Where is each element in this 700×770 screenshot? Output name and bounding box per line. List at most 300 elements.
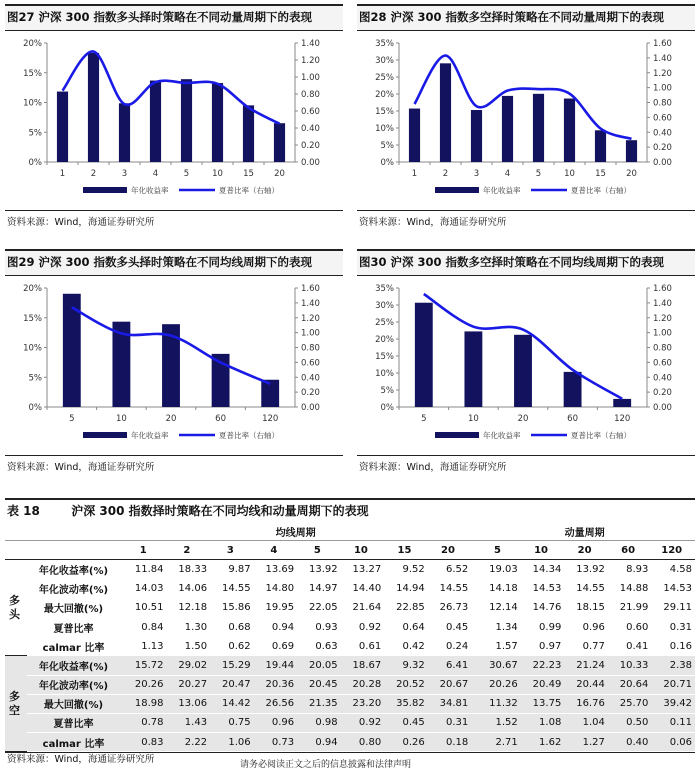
chart3-x-tick-label: 10 [467, 414, 479, 424]
chart3-bar-20 [514, 335, 532, 407]
chart3-y2-tick-label: 0.80 [653, 343, 672, 354]
table-row [5, 656, 695, 675]
divider [357, 455, 695, 456]
table-cell: 0.73 [254, 733, 298, 752]
table-cell: 22.23 [521, 656, 565, 675]
column-header: 60 [608, 541, 652, 560]
table-cell: 1.50 [167, 637, 211, 656]
table-cell: 15.72 [123, 656, 167, 675]
chart2-y2-tick-label: 1.40 [301, 298, 320, 309]
table-cell: 14.03 [123, 579, 167, 598]
table-cell: 10.51 [123, 598, 167, 617]
chart-source: 资料来源：Wind，海通证券研究所 [7, 462, 155, 473]
table-cell: 21.64 [341, 598, 385, 617]
table-cell: 20.05 [297, 656, 341, 675]
table-cell: 20.67 [428, 675, 472, 694]
column-header: 20 [428, 541, 472, 560]
table-cell: 0.63 [297, 637, 341, 656]
table-cell: 0.64 [384, 617, 428, 636]
metric-label: 最大回撤(%) [27, 694, 123, 713]
table-cell: 0.31 [651, 617, 695, 636]
table-cell: 13.27 [341, 560, 385, 579]
column-header: 3 [210, 541, 254, 560]
chart1-y2-tick-label: 0.00 [653, 158, 672, 168]
chart3-legend-bar-label: 年化收益率 [483, 431, 521, 440]
chart1-bar-2 [440, 63, 451, 162]
table-cell: 18.67 [341, 656, 385, 675]
table-cell: 14.97 [297, 579, 341, 598]
chart2-y-tick-label: 0% [28, 403, 42, 413]
table-cell: 14.06 [167, 579, 211, 598]
chart-source: 资料来源：Wind，海通证券研究所 [359, 462, 507, 473]
table-cell: 35.82 [384, 694, 428, 713]
table-cell: 0.83 [123, 733, 167, 752]
chart-panel-fig30 [357, 249, 695, 473]
chart1-y-tick-label: 35% [375, 39, 394, 49]
chart2-y2-tick-label: 0.60 [301, 358, 320, 369]
table-cell: 0.78 [123, 713, 167, 732]
group-label [5, 560, 27, 656]
metric-label: calmar 比率 [27, 637, 123, 656]
table-cell: 26.73 [428, 598, 472, 617]
table-row [5, 579, 695, 598]
chart0-y2-tick-label: 0.20 [301, 141, 320, 151]
chart1-legend-bar-label: 年化收益率 [483, 186, 521, 195]
table-cell: 1.30 [167, 617, 211, 636]
chart3-legend-bar-swatch [435, 432, 479, 438]
table-cell: 13.06 [167, 694, 211, 713]
chart2-y2-tick-label: 0.20 [301, 388, 320, 399]
metric-label: 最大回撤(%) [27, 598, 123, 617]
chart0-x-tick-label: 4 [152, 169, 159, 179]
table-cell: 19.44 [254, 656, 298, 675]
table-cell: 0.40 [608, 733, 652, 752]
table-cell: 1.27 [564, 733, 608, 752]
table-cell: 8.93 [608, 560, 652, 579]
column-header: 5 [297, 541, 341, 560]
group-label-char: 空 [9, 703, 20, 717]
chart-title: 图30 沪深 300 指数多空择时策略在不同均线周期下的表现 [357, 249, 695, 276]
chart0-x-tick-label: 20 [274, 169, 285, 179]
table-cell: 21.24 [564, 656, 608, 675]
chart2-y-tick-label: 10% [23, 343, 42, 354]
table-cell: 9.32 [384, 656, 428, 675]
chart0-legend-bar-swatch [83, 187, 127, 193]
chart0-bar-4 [150, 81, 161, 162]
chart-source: 资料来源：Wind，海通证券研究所 [359, 217, 507, 228]
table-cell: 20.52 [384, 675, 428, 694]
table-cell: 2.71 [477, 733, 521, 752]
table-cell: 0.06 [651, 733, 695, 752]
chart1-y2-tick-label: 0.60 [653, 113, 672, 124]
chart0-x-tick-label: 5 [183, 169, 190, 179]
chart0-y-tick-label: 20% [23, 39, 42, 49]
chart-panel-fig29 [5, 249, 343, 473]
chart3-y-tick-label: 10% [375, 369, 394, 379]
table-cell: 0.68 [210, 617, 254, 636]
column-header: 4 [254, 541, 298, 560]
table-cell: 2.38 [651, 656, 695, 675]
divider [5, 455, 343, 456]
table-cell: 25.70 [608, 694, 652, 713]
table-cell: 11.84 [123, 560, 167, 579]
table-cell: 1.43 [167, 713, 211, 732]
chart1-bar-4 [502, 96, 513, 162]
chart1-y2-tick-label: 1.60 [653, 39, 672, 49]
chart-title: 图27 沪深 300 指数多头择时策略在不同动量周期下的表现 [5, 4, 343, 31]
chart0-bar-5 [181, 79, 192, 162]
table-cell: 20.45 [297, 675, 341, 694]
table-cell: 14.55 [210, 579, 254, 598]
chart1-y-tick-label: 25% [375, 73, 394, 83]
chart1-x-tick-label: 3 [473, 169, 480, 179]
table-cell: 0.84 [123, 617, 167, 636]
group-label-char: 多 [9, 689, 20, 703]
chart-title: 图29 沪深 300 指数多头择时策略在不同均线周期下的表现 [5, 249, 343, 276]
table-cell: 1.62 [521, 733, 565, 752]
chart1-legend-line-label: 夏普比率（右轴） [571, 186, 631, 195]
chart3-x-tick-label: 60 [567, 414, 579, 424]
chart2-x-tick-label: 10 [115, 414, 127, 424]
table-cell: 0.96 [564, 617, 608, 636]
chart3-y2-tick-label: 0.20 [653, 388, 672, 399]
chart0-y-tick-label: 0% [28, 158, 42, 168]
table-cell: 20.26 [123, 675, 167, 694]
column-header: 15 [384, 541, 428, 560]
divider [357, 210, 695, 211]
table-cell: 0.60 [608, 617, 652, 636]
chart1-bar-3 [471, 110, 482, 162]
chart3-y2-tick-label: 1.20 [653, 313, 672, 324]
table-cell: 30.67 [477, 656, 521, 675]
table-cell: 19.95 [254, 598, 298, 617]
table-cell: 20.47 [210, 675, 254, 694]
chart1-bar-10 [564, 99, 575, 162]
chart-svg-fig28 [357, 31, 695, 209]
chart1-x-tick-label: 1 [411, 169, 418, 179]
table-cell: 6.41 [428, 656, 472, 675]
chart1-x-tick-label: 4 [504, 169, 511, 179]
metric-label: 年化收益率(%) [27, 560, 123, 579]
table-cell: 20.26 [477, 675, 521, 694]
table-cell: 22.05 [297, 598, 341, 617]
table-source: 资料来源：Wind，海通证券研究所 [5, 752, 695, 767]
table-row [5, 617, 695, 636]
chart3-bar-120 [613, 399, 631, 407]
chart-svg-fig30 [357, 276, 695, 454]
table-cell: 13.75 [521, 694, 565, 713]
chart0-y2-tick-label: 0.40 [301, 124, 320, 134]
chart3-legend-line-label: 夏普比率（右轴） [571, 431, 631, 440]
chart0-bar-1 [57, 92, 68, 162]
chart0-bar-3 [119, 103, 130, 162]
chart1-x-tick-label: 10 [564, 169, 575, 179]
table-cell: 20.71 [651, 675, 695, 694]
chart0-y2-tick-label: 1.00 [301, 73, 320, 83]
chart1-x-tick-label: 20 [626, 169, 637, 179]
table-cell: 29.02 [167, 656, 211, 675]
table-title-bar [5, 498, 695, 522]
table-cell: 0.26 [384, 733, 428, 752]
table-cell: 13.69 [254, 560, 298, 579]
chart2-y2-tick-label: 1.60 [301, 284, 320, 294]
chart1-bar-1 [409, 109, 420, 162]
table-cell: 1.34 [477, 617, 521, 636]
chart-svg-fig29 [5, 276, 343, 454]
table-cell: 18.15 [564, 598, 608, 617]
column-header: 2 [167, 541, 211, 560]
table-cell: 1.08 [521, 713, 565, 732]
table-cell: 0.62 [210, 637, 254, 656]
chart0-y-tick-label: 5% [28, 128, 42, 139]
table-number: 表 18 [7, 504, 40, 518]
table-cell: 14.55 [428, 579, 472, 598]
table-cell: 20.49 [521, 675, 565, 694]
table-cell: 2.22 [167, 733, 211, 752]
table-cell: 12.18 [167, 598, 211, 617]
table-cell: 1.04 [564, 713, 608, 732]
chart3-x-tick-label: 20 [517, 414, 529, 424]
chart0-bar-10 [212, 83, 223, 162]
table-cell: 14.80 [254, 579, 298, 598]
footer-disclaimer: 请务必阅读正文之后的信息披露和法律声明 [240, 760, 412, 770]
chart0-legend-line-label: 夏普比率（右轴） [219, 186, 279, 195]
table-cell: 20.36 [254, 675, 298, 694]
table-cell: 9.52 [384, 560, 428, 579]
chart1-bar-5 [533, 94, 544, 162]
table-cell: 14.55 [564, 579, 608, 598]
table-cell: 0.61 [341, 637, 385, 656]
table-cell: 15.29 [210, 656, 254, 675]
metric-label: 年化收益率(%) [27, 656, 123, 675]
table-cell: 14.18 [477, 579, 521, 598]
chart1-y2-tick-label: 0.20 [653, 143, 672, 154]
table-cell: 14.88 [608, 579, 652, 598]
chart1-x-tick-label: 15 [595, 169, 606, 179]
header-ma-period: 均线周期 [123, 522, 471, 541]
metric-label: 年化波动率(%) [27, 579, 123, 598]
table-cell: 26.56 [254, 694, 298, 713]
chart2-y2-tick-label: 1.00 [301, 328, 320, 339]
chart0-y2-tick-label: 1.20 [301, 56, 320, 66]
chart3-y2-tick-label: 1.40 [653, 298, 672, 309]
chart0-bar-20 [274, 123, 285, 162]
chart3-y-tick-label: 30% [375, 301, 394, 311]
chart1-x-tick-label: 2 [442, 169, 449, 179]
chart3-y2-tick-label: 0.40 [653, 373, 672, 384]
table-title: 沪深 300 指数择时策略在不同均线和动量周期下的表现 [71, 504, 369, 518]
table-cell: 21.99 [608, 598, 652, 617]
chart2-y2-tick-label: 0.80 [301, 343, 320, 354]
chart0-x-tick-label: 2 [90, 169, 97, 179]
chart3-y2-tick-label: 1.60 [653, 284, 672, 294]
chart1-y2-tick-label: 1.40 [653, 53, 672, 64]
table-cell: 22.85 [384, 598, 428, 617]
table-cell: 0.93 [297, 617, 341, 636]
table-cell: 18.33 [167, 560, 211, 579]
table-cell: 14.34 [521, 560, 565, 579]
table-cell: 9.87 [210, 560, 254, 579]
chart0-bar-2 [88, 53, 99, 162]
chart3-y2-tick-label: 0.60 [653, 358, 672, 369]
chart3-x-tick-label: 120 [614, 414, 631, 424]
chart3-y-tick-label: 15% [375, 352, 394, 362]
column-header: 10 [521, 541, 565, 560]
table-section [5, 498, 695, 767]
group-label [5, 656, 27, 752]
chart2-y-tick-label: 20% [23, 284, 42, 294]
chart2-x-tick-label: 20 [165, 414, 177, 424]
chart2-x-tick-label: 120 [262, 414, 279, 424]
chart3-y2-tick-label: 0.00 [653, 403, 672, 413]
chart0-y2-tick-label: 0.60 [301, 107, 320, 117]
table-cell: 21.35 [297, 694, 341, 713]
table-cell: 14.53 [521, 579, 565, 598]
table-cell: 16.76 [564, 694, 608, 713]
table-cell: 10.33 [608, 656, 652, 675]
column-header: 1 [123, 541, 167, 560]
table-row [5, 560, 695, 579]
table-cell: 14.94 [384, 579, 428, 598]
metric-label: 夏普比率 [27, 617, 123, 636]
table-cell: 0.94 [254, 617, 298, 636]
chart0-x-tick-label: 3 [121, 169, 128, 179]
chart0-y2-tick-label: 0.80 [301, 90, 320, 100]
table-cell: 20.64 [608, 675, 652, 694]
table-cell: 0.98 [297, 713, 341, 732]
chart1-y-tick-label: 20% [375, 90, 394, 100]
table-group-header-row [5, 522, 695, 541]
table-row [5, 694, 695, 713]
chart2-x-tick-label: 5 [69, 414, 75, 424]
table-cell: 0.41 [608, 637, 652, 656]
table-cell: 14.53 [651, 579, 695, 598]
chart1-y2-tick-label: 0.40 [653, 128, 672, 139]
group-label-char: 头 [9, 607, 20, 621]
chart1-x-tick-label: 5 [535, 169, 542, 179]
chart3-y-tick-label: 0% [380, 403, 394, 413]
table-cell: 0.45 [428, 617, 472, 636]
table-cell: 0.24 [428, 637, 472, 656]
table-cell: 0.80 [341, 733, 385, 752]
metric-label: 夏普比率 [27, 713, 123, 732]
table-cell: 1.52 [477, 713, 521, 732]
chart2-legend-line-label: 夏普比率（右轴） [219, 431, 279, 440]
group-label-char: 多 [9, 593, 20, 607]
table-cell: 0.69 [254, 637, 298, 656]
chart1-legend-bar-swatch [435, 187, 479, 193]
table-row [5, 675, 695, 694]
column-header: 120 [651, 541, 695, 560]
chart1-y-tick-label: 30% [375, 56, 394, 66]
table-cell: 34.81 [428, 694, 472, 713]
chart3-y-tick-label: 20% [375, 335, 394, 345]
chart1-y-tick-label: 0% [380, 158, 394, 168]
column-header: 5 [477, 541, 521, 560]
table-cell: 14.40 [341, 579, 385, 598]
table-cell: 39.42 [651, 694, 695, 713]
header-mom-period: 动量周期 [477, 522, 695, 541]
chart2-y-tick-label: 15% [23, 313, 42, 324]
chart1-y2-tick-label: 1.20 [653, 68, 672, 79]
table-row [5, 713, 695, 732]
table-cell: 0.94 [297, 733, 341, 752]
metric-label: 年化波动率(%) [27, 675, 123, 694]
chart1-y-tick-label: 10% [375, 124, 394, 134]
table-cell: 6.52 [428, 560, 472, 579]
table-cell: 14.42 [210, 694, 254, 713]
chart2-legend-bar-swatch [83, 432, 127, 438]
table-cell: 0.50 [608, 713, 652, 732]
table-cell: 20.27 [167, 675, 211, 694]
chart1-y-tick-label: 15% [375, 107, 394, 117]
chart3-bar-5 [415, 303, 433, 407]
table-cell: 0.75 [210, 713, 254, 732]
table-row [5, 598, 695, 617]
table-cell: 0.77 [564, 637, 608, 656]
chart0-legend-bar-label: 年化收益率 [131, 186, 169, 195]
chart1-bar-15 [595, 130, 606, 162]
header-blank [5, 522, 123, 541]
chart-svg-fig27 [5, 31, 343, 209]
table-cell: 1.57 [477, 637, 521, 656]
table-cell: 0.92 [341, 713, 385, 732]
table-cell: 11.32 [477, 694, 521, 713]
chart0-y2-tick-label: 0.00 [301, 158, 320, 168]
chart3-y2-tick-label: 1.00 [653, 328, 672, 339]
table-cell: 13.92 [564, 560, 608, 579]
table-cell: 0.16 [651, 637, 695, 656]
chart1-y2-tick-label: 0.80 [653, 98, 672, 109]
table-cell: 18.98 [123, 694, 167, 713]
table-cell: 23.20 [341, 694, 385, 713]
chart2-x-tick-label: 60 [215, 414, 227, 424]
chart3-y-tick-label: 25% [375, 318, 394, 328]
table-cell: 19.03 [477, 560, 521, 579]
chart1-y-tick-label: 5% [380, 141, 394, 151]
table-cell: 0.45 [384, 713, 428, 732]
chart0-bar-15 [243, 105, 254, 162]
table-cell: 1.13 [123, 637, 167, 656]
table-cell: 1.06 [210, 733, 254, 752]
table-cell: 0.11 [651, 713, 695, 732]
table-column-header-row [5, 541, 695, 560]
table-cell: 14.76 [521, 598, 565, 617]
table-cell: 4.58 [651, 560, 695, 579]
table-cell: 0.31 [428, 713, 472, 732]
table-cell: 12.14 [477, 598, 521, 617]
table-cell: 13.92 [297, 560, 341, 579]
table-row [5, 637, 695, 656]
chart0-x-tick-label: 1 [59, 169, 66, 179]
chart2-legend-bar-label: 年化收益率 [131, 431, 169, 440]
chart2-y2-tick-label: 1.20 [301, 313, 320, 324]
chart-panel-fig27 [5, 4, 343, 228]
table-row [5, 733, 695, 752]
chart0-x-tick-label: 10 [212, 169, 223, 179]
chart2-y2-tick-label: 0.40 [301, 373, 320, 384]
table-cell: 15.86 [210, 598, 254, 617]
chart0-y2-tick-label: 1.40 [301, 39, 320, 49]
chart3-x-tick-label: 5 [421, 414, 427, 424]
divider [5, 210, 343, 211]
metric-label: calmar 比率 [27, 733, 123, 752]
table-cell: 0.99 [521, 617, 565, 636]
table-cell: 29.11 [651, 598, 695, 617]
chart-title: 图28 沪深 300 指数多空择时策略在不同动量周期下的表现 [357, 4, 695, 31]
table-cell: 0.97 [521, 637, 565, 656]
column-header: 20 [564, 541, 608, 560]
